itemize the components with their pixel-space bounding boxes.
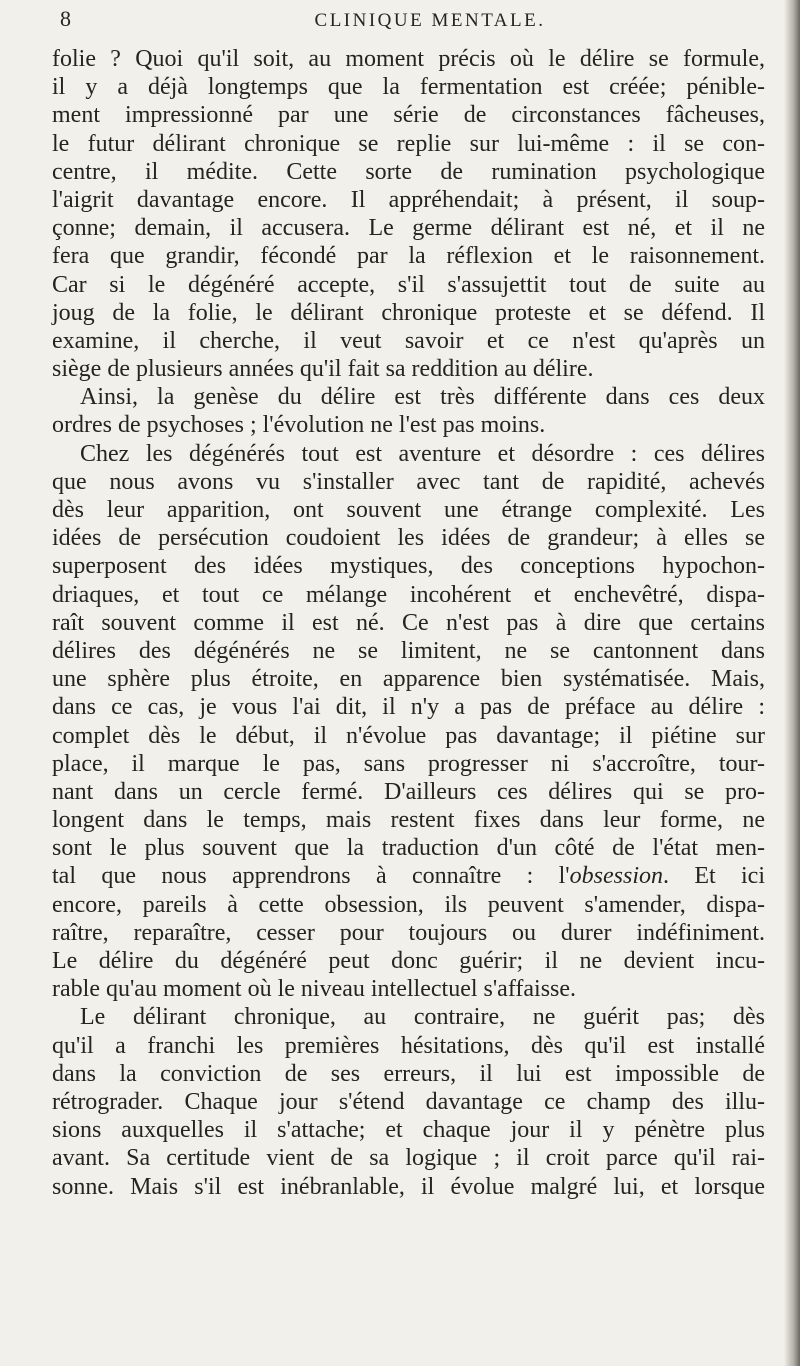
text-line: dès leur apparition, ont souvent une étrange complexité. Les (52, 497, 765, 523)
text-line: longent dans le temps, mais restent fixes dans leur forme, ne (52, 807, 765, 834)
italic-term: obsession (569, 863, 663, 890)
text-line: sont le plus souvent que la traduction d'un côté de l'état men- (52, 835, 765, 862)
text-line: dans la conviction de ses erreurs, il lui est impossible de (52, 1060, 765, 1087)
text-line: Ainsi, la genèse du délire est très différente dans ces deux (80, 384, 765, 411)
text-line: ment impressionné par une série de circonstances fâcheuses, (52, 102, 765, 129)
text-line: que nous avons vu s'installer avec tant de rapidité, achevés (52, 468, 765, 495)
text-line: place, il marque le pas, sans progresser ni s'accroître, tour- (52, 750, 765, 777)
running-head (60, 2, 760, 42)
text-line: Le délire du dégénéré peut donc guérir; il ne devient incu- (52, 948, 765, 974)
text-line: l'aigrit davantage encore. Il appréhendait; à présent, il soup- (52, 186, 765, 213)
text-line: folie ? Quoi qu'il soit, au moment précis où le délire se formule, (52, 46, 765, 72)
text-line: Le délirant chronique, au contraire, ne guérit pas; dès (80, 1004, 765, 1031)
text-line: il y a déjà longtemps que la fermentation est créée; pénible- (52, 74, 765, 101)
text-line: dans ce cas, je vous l'ai dit, il n'y a pas de préface au délire : (52, 694, 765, 721)
text-line: siège de plusieurs années qu'il fait sa reddition au délire. (52, 356, 594, 383)
text-line: ordres de psychoses ; l'évolution ne l'est pas moins. (52, 412, 546, 439)
text-line: avant. Sa certitude vient de sa logique ; il croit parce qu'il rai- (52, 1145, 765, 1172)
text-line: fera que grandir, fécondé par la réflexion et le raisonnement. (52, 243, 765, 270)
text-line: çonne; demain, il accusera. Le germe délirant est né, et il ne (52, 215, 765, 242)
text-line: raître, reparaître, cesser pour toujours ou durer indéfiniment. (52, 919, 765, 946)
text-line: raît souvent comme il est né. Ce n'est pas à dire que certains (52, 609, 765, 636)
text-fragment: tal que nous apprendrons à connaître : l' (52, 863, 570, 890)
text-line: centre, il médite. Cette sorte de rumination psychologique (52, 158, 765, 185)
text-line: superposent des idées mystiques, des conceptions hypochon- (52, 553, 765, 580)
text-line: encore, pareils à cette obsession, ils peuvent s'amender, dispa- (52, 891, 765, 918)
text-line: joug de la folie, le délirant chronique proteste et se défend. Il (52, 299, 765, 326)
text-line: idées de persécution coudoient les idées de grandeur; à elles se (52, 525, 765, 552)
text-line: sions auxquelles il s'attache; et chaque jour il y pénètre plus (52, 1117, 765, 1144)
text-line: examine, il cherche, il veut savoir et ce n'est qu'après un (52, 327, 765, 354)
text-line: complet dès le début, il n'évolue pas davantage; il piétine sur (52, 722, 765, 749)
text-line: une sphère plus étroite, en apparence bien systématisée. Mais, (52, 666, 765, 693)
text-line: nant dans un cercle fermé. D'ailleurs ces délires qui se pro- (52, 778, 765, 805)
text-line: rétrograder. Chaque jour s'étend davantage ce champ des illu- (52, 1088, 765, 1115)
text-line: sonne. Mais s'il est inébranlable, il évolue malgré lui, et lorsque (52, 1173, 765, 1200)
text-line: le futur délirant chronique se replie sur lui-même : il se con- (52, 130, 765, 157)
text-line: qu'il a franchi les premières hésitations, dès qu'il est installé (52, 1032, 765, 1059)
text-line: Car si le dégénéré accepte, s'il s'assujettit tout de suite au (52, 271, 765, 298)
text-line: Chez les dégénérés tout est aventure et désordre : ces délires (80, 440, 765, 467)
text-line: driaques, et tout ce mélange incohérent et enchevêtré, dispa- (52, 581, 765, 608)
body-text (52, 45, 765, 1201)
page-edge-shadow (784, 0, 800, 1366)
text-line-obsession (52, 862, 765, 890)
text-line: rable qu'au moment où le niveau intellectuel s'affaisse. (52, 976, 577, 1003)
page-number: 8 (60, 6, 71, 31)
running-title: CLINIQUE MENTALE. (314, 10, 546, 31)
text-fragment: . Et ici (662, 863, 765, 890)
text-line: délires des dégénérés ne se limitent, ne se cantonnent dans (52, 637, 765, 664)
